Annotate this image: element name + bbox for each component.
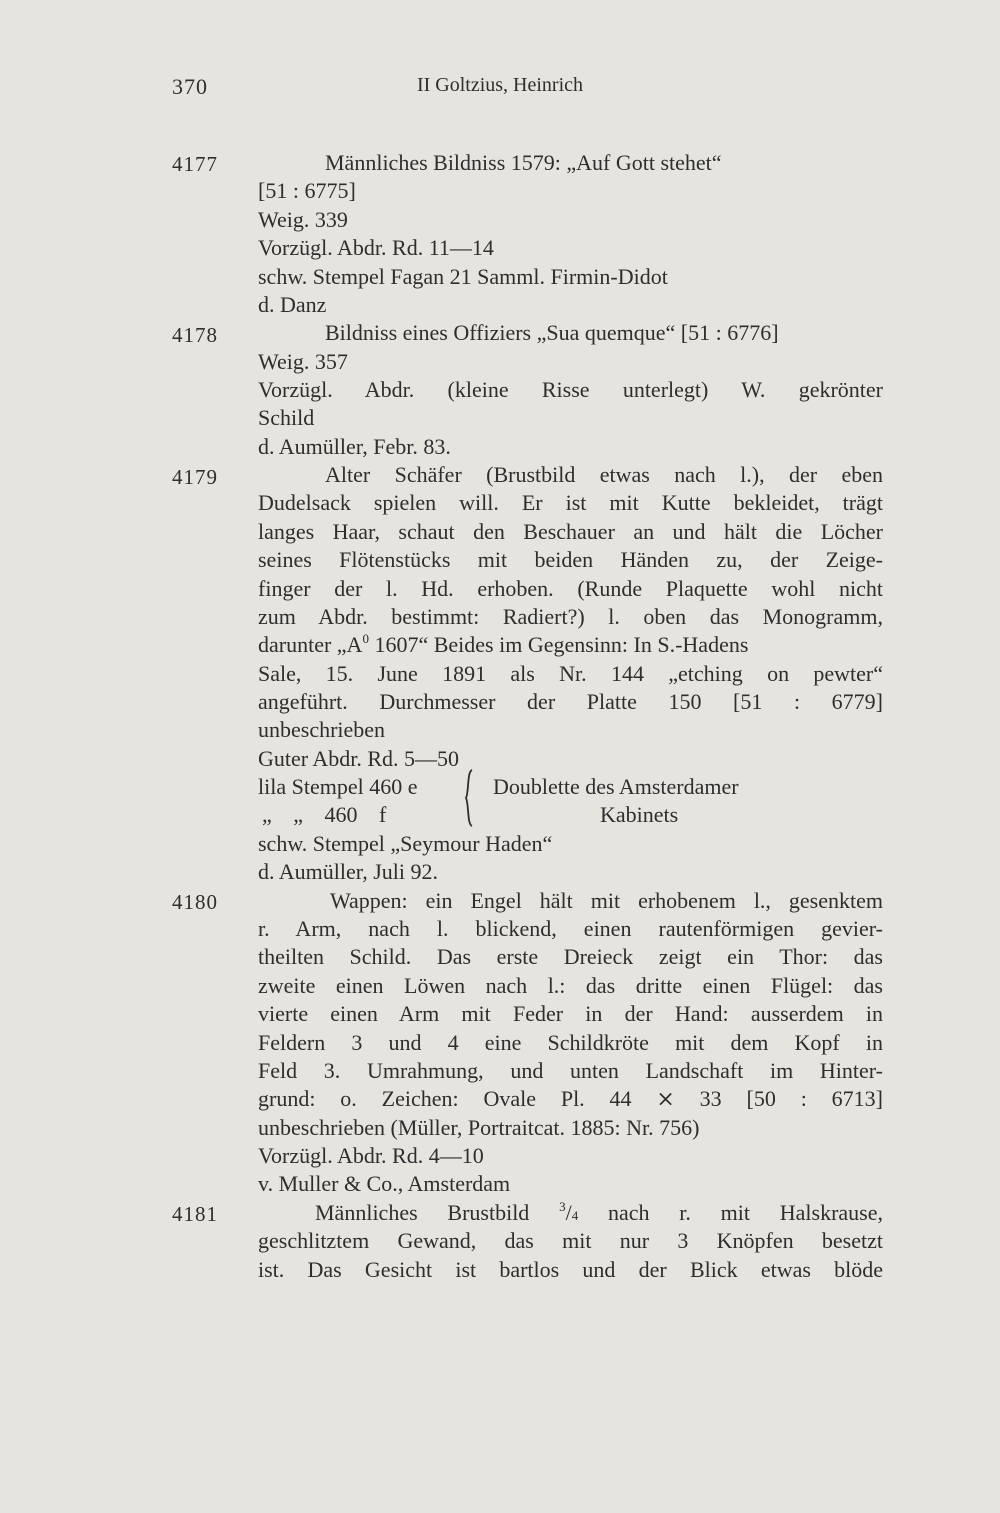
entry-number-4179: 4179 [172,465,218,489]
entry-line [258,630,883,662]
entry-line: Sale, 15. June 1891 als Nr. 144 „etching on pewter“ [258,661,883,686]
superscript: 0 [362,631,369,646]
entry-line: d. Aumüller, Juli 92. [258,859,439,884]
entry-line: zweite einen Löwen nach l.: das dritte einen Flügel: das [258,973,883,998]
entry-line: Vorzügl. Abdr. Rd. 4—10 [258,1143,484,1168]
entry-line: Feldern 3 und 4 eine Schildkröte mit dem Kopf in [258,1030,883,1055]
entry-line: unbeschrieben (Müller, Portraitcat. 1885: Nr. 756) [258,1115,700,1140]
entry-line: schw. Stempel Fagan 21 Samml. Firmin-Didot [258,264,668,289]
entry-line: Weig. 357 [258,349,348,374]
entry-line: Bildniss eines Offiziers „Sua quemque“ [51 : 6776] [325,320,779,345]
entry-line: Alter Schäfer (Brustbild etwas nach l.), der eben [325,462,883,487]
entry-number-4178: 4178 [172,323,218,347]
entry-line: Dudelsack spielen will. Er ist mit Kutte bekleidet, trägt [258,490,883,515]
entry-line: Vorzügl. Abdr. (kleine Risse unterlegt) W. gekrönter [258,377,883,402]
entry-line: vierte einen Arm mit Feder in der Hand: ausserdem in [258,1001,883,1026]
entry-line: geschlitztem Gewand, das mit nur 3 Knöpfen besetzt [258,1228,883,1253]
entry-line: zum Abdr. bestimmt: Radiert?) l. oben das Monogramm, [258,604,883,629]
entry-line: Weig. 339 [258,207,348,232]
entry-line: Vorzügl. Abdr. Rd. 11—14 [258,235,494,260]
curly-brace [464,768,474,828]
running-title: II Goltzius, Heinrich [416,74,584,96]
entry-line: grund: o. Zeichen: Ovale Pl. 44 ⨯ 33 [50 : 6713] [258,1086,883,1111]
entry-line: „ „ 460 f [262,802,387,827]
entry-line: Guter Abdr. Rd. 5—50 [258,746,460,771]
entry-line: d. Aumüller, Febr. 83. [258,434,451,459]
entry-number-4177: 4177 [172,152,218,176]
entry-line: Doublette des Amsterdamer [493,774,739,799]
entry-line: unbeschrieben [258,717,386,742]
entry-line: Schild [258,405,315,430]
entry-line: lila Stempel 460 e [258,774,418,799]
fraction-numerator: 3 [559,1199,566,1214]
entry-line: v. Muller & Co., Amsterdam [258,1171,511,1196]
entry-line: d. Danz [258,292,327,317]
entry-line: angeführt. Durchmesser der Platte 150 [51 : 6779] [258,689,883,714]
page-number: 370 [172,74,208,99]
text-segment: Männliches Brustbild [315,1200,560,1225]
entry-line: finger der l. Hd. erhoben. (Runde Plaquette wohl nicht [258,576,883,601]
entry-line: seines Flötenstücks mit beiden Händen zu, der Zeige- [258,547,883,572]
text-segment: 1607“ Beides im Gegensinn: In S.-Hadens [368,632,749,657]
entry-line: [51 : 6775] [258,178,356,203]
entry-number-4181: 4181 [172,1202,218,1226]
fraction-slash: / [565,1200,572,1225]
text-segment: nach r. mit Halskrause, [578,1200,883,1225]
entry-line: r. Arm, nach l. blickend, einen rautenförmigen gevier- [258,916,883,941]
entry-line: Männliches Bildniss 1579: „Auf Gott stehet“ [325,150,722,175]
entry-number-4180: 4180 [172,890,218,914]
entry-line: langes Haar, schaut den Beschauer an und hält die Löcher [258,519,883,544]
text-segment: darunter „A [258,632,363,657]
entry-line: theilten Schild. Das erste Dreieck zeigt ein Thor: das [258,944,883,969]
fraction-denominator: 4 [571,1208,579,1223]
entry-line: schw. Stempel „Seymour Haden“ [258,831,553,856]
entry-line: Wappen: ein Engel hält mit erhobenem l., gesenktem [330,888,883,913]
entry-line: ist. Das Gesicht ist bartlos und der Blick etwas blöde [258,1257,883,1282]
entry-line: Feld 3. Umrahmung, und unten Landschaft im Hinter- [258,1058,883,1083]
entry-line: Kabinets [600,802,679,827]
